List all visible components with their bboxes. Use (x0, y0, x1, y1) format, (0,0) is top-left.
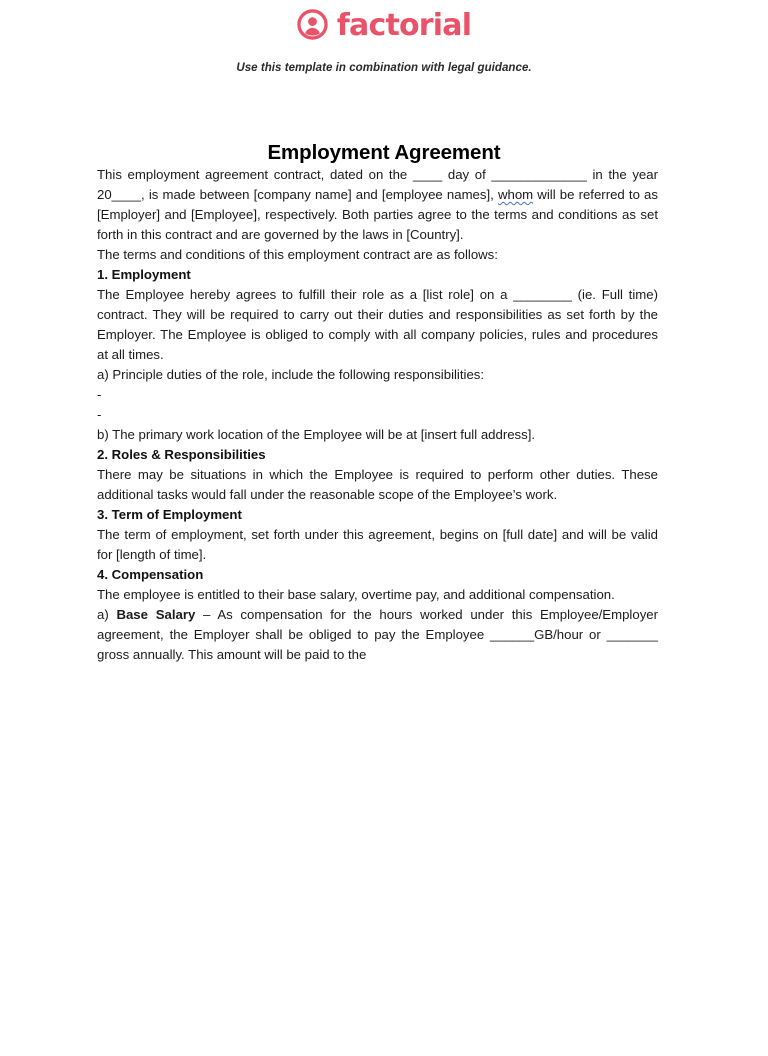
section-heading-employment: 1. Employment (97, 267, 191, 282)
employment-dash-item: - (97, 387, 102, 402)
terms-follow-line: The terms and conditions of this employment contract are as follows: (97, 247, 498, 262)
employment-dash-item: - (97, 407, 102, 422)
base-salary-label: Base Salary (116, 607, 196, 622)
document-content (0, 165, 768, 665)
section-body-compensation: The employee is entitled to their base salary, overtime pay, and additional compensation. (97, 587, 615, 602)
section-heading-roles-responsibilities: 2. Roles & Responsibilities (97, 447, 266, 462)
compensation-item-a (97, 605, 658, 665)
page-title: Employment Agreement (267, 141, 501, 164)
intro-text-part1: This employment agreement contract, dated on the ____ day of _____________ in the year 20____, is made between [company name] and [employee names], (97, 167, 658, 202)
brand-header (0, 0, 768, 74)
person-in-circle-icon (297, 9, 328, 40)
compensation-item-a-prefix: a) (97, 607, 117, 622)
employment-item-a: a) Principle duties of the role, include the following responsibilities: (97, 367, 485, 382)
factorial-logo (297, 7, 472, 43)
template-tagline: Use this template in combination with legal guidance. (236, 62, 532, 74)
section-body-employment: The Employee hereby agrees to fulfill their role as a [list role] on a ________ (ie. Full time) contract. They will be required to carry out their duties and responsibilities as set forth by the Employer. The Employee is obliged to comply with all company policies, rules and procedures at all times. (97, 287, 658, 362)
employment-item-b: b) The primary work location of the Employee will be at [insert full address]. (97, 427, 536, 442)
section-heading-term-of-employment: 3. Term of Employment (97, 507, 242, 522)
section-body-term-of-employment: The term of employment, set forth under this agreement, begins on [full date] and will be valid for [length of time]. (97, 527, 658, 562)
intro-paragraph (97, 165, 658, 245)
factorial-wordmark: factorial (336, 7, 472, 43)
compensation-item-a-text: – As compensation for the hours worked under this Employee/Employer agreement, the Employer shall be obliged to pay the Employee ______GB/hour or _______ gross annually. This amount will be paid to the (97, 607, 659, 662)
spellcheck-word-whom: whom (497, 187, 534, 202)
intro-text-part2: will be referred to as [Employer] and [Employee], respectively. Both parties agree to the terms and conditions as set forth in this contract and are governed by the laws in [Country]. (97, 187, 658, 242)
section-heading-compensation: 4. Compensation (97, 567, 204, 582)
section-body-roles-responsibilities: There may be situations in which the Employee is required to perform other duties. These additional tasks would fall under the reasonable scope of the Employee’s work. (97, 467, 658, 502)
